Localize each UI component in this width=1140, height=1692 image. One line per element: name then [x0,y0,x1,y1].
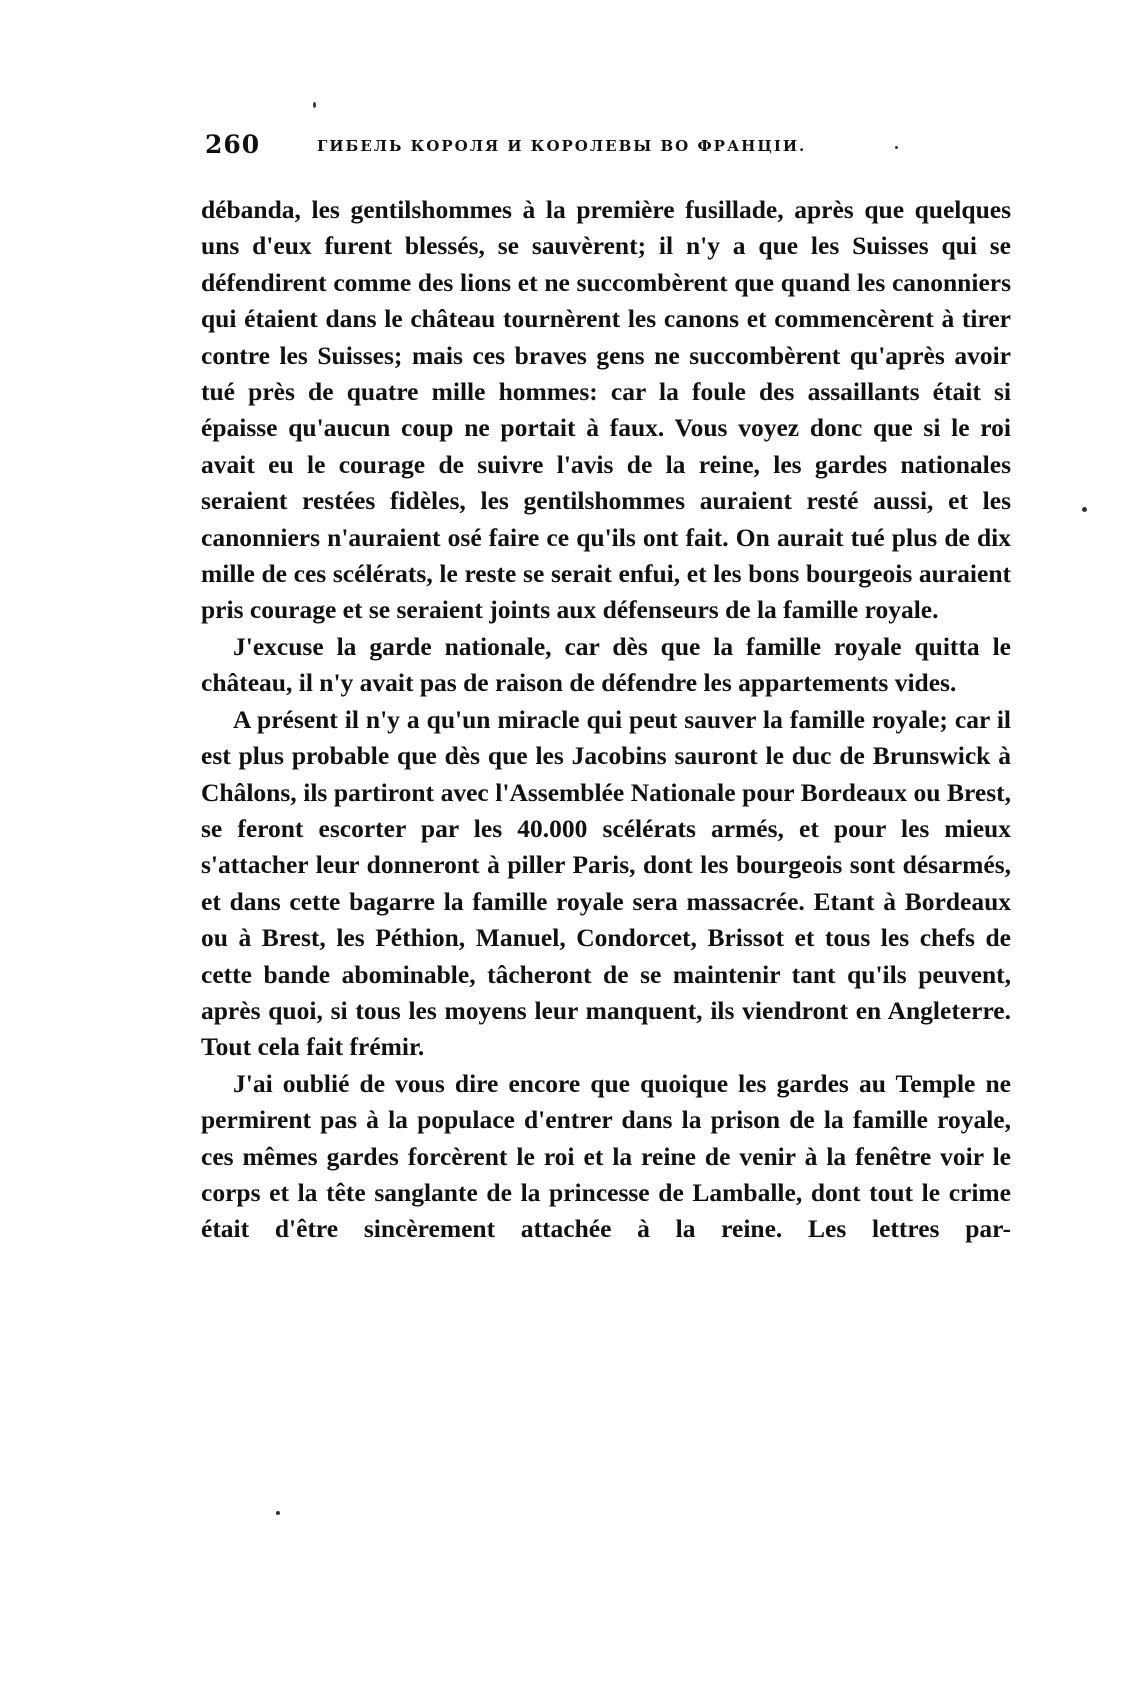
paragraph-4: J'ai oublié de vous dire encore que quoique les gardes au Temple ne permirent pas à la populace d'entrer dans la prison de la famille royale, ces mêmes gardes forcèrent le roi et la reine de venir à la fenêtre voir le corps et la tête sanglante de la princesse de Lamballe, dont tout le crime était d'être sincèrement attachée à la reine. Les lettres par- [201,1068,1011,1244]
running-head [205,130,1010,170]
paragraph-3: A présent il n'y a qu'un miracle qui peut sauver la famille royale; car il est plus probable que dès que les Jacobins sauront le duc de Brunswick à Châlons, ils partiront avec l'Assemblée Nationale pour Bordeaux ou Brest, se feront escorter par les 40.000 scélérats armés, et pour les mieux s'attacher leur donneront à piller Paris, dont les bourgeois sont désarmés, et dans cette bagarre la famille royale sera massacrée. Etant à Bordeaux ou à Brest, les Péthion, Manuel, Condorcet, Brissot et tous les chefs de cette bande abominable, tâcheront de se maintenir tant qu'ils peuvent, après quoi, si tous les moyens leur manquent, ils viendront en Angleterre. Tout cela fait frémir. [201,704,1011,1062]
running-title: ГИБЕЛЬ КОРОЛЯ И КОРОЛЕВЫ ВО ФРАНЦІИ. [317,137,807,155]
paragraph-1: débanda, les gentilshommes à la première fusillade, après que quelques uns d'eux furent blessés, se sauvèrent; il n'y a que les Suisses qui se défendirent comme des lions et ne succombèrent que quand les canonniers qui étaient dans le château tournèrent les canons et commencèrent à tirer contre les Suisses; mais ces braves gens ne succombèrent qu'après avoir tué près de quatre mille hommes: car la foule des assaillants était si épaisse qu'aucun coup ne portait à faux. Vous voyez donc que si le roi avait eu le courage de suivre l'avis de la reine, les gardes nationales seraient restées fidèles, les gentilshommes auraient resté aussi, et les canonniers n'auraient osé faire ce qu'ils ont fait. On aurait tué plus de dix mille de ces scélérats, le reste se serait enfui, et les bons bourgeois auraient pris courage et se seraient joints aux défenseurs de la famille royale. [201,195,1011,625]
scan-speck [313,102,316,108]
scan-speck [276,1511,280,1515]
page-number: 260 [205,130,261,159]
body-text [201,192,1011,1248]
paragraph-2: J'excuse la garde nationale, car dès que la famille royale quitta le château, il n'y avait pas de raison de défendre les appartements vides. [201,631,1011,698]
scan-speck [895,146,898,149]
scan-speck [1082,507,1087,512]
